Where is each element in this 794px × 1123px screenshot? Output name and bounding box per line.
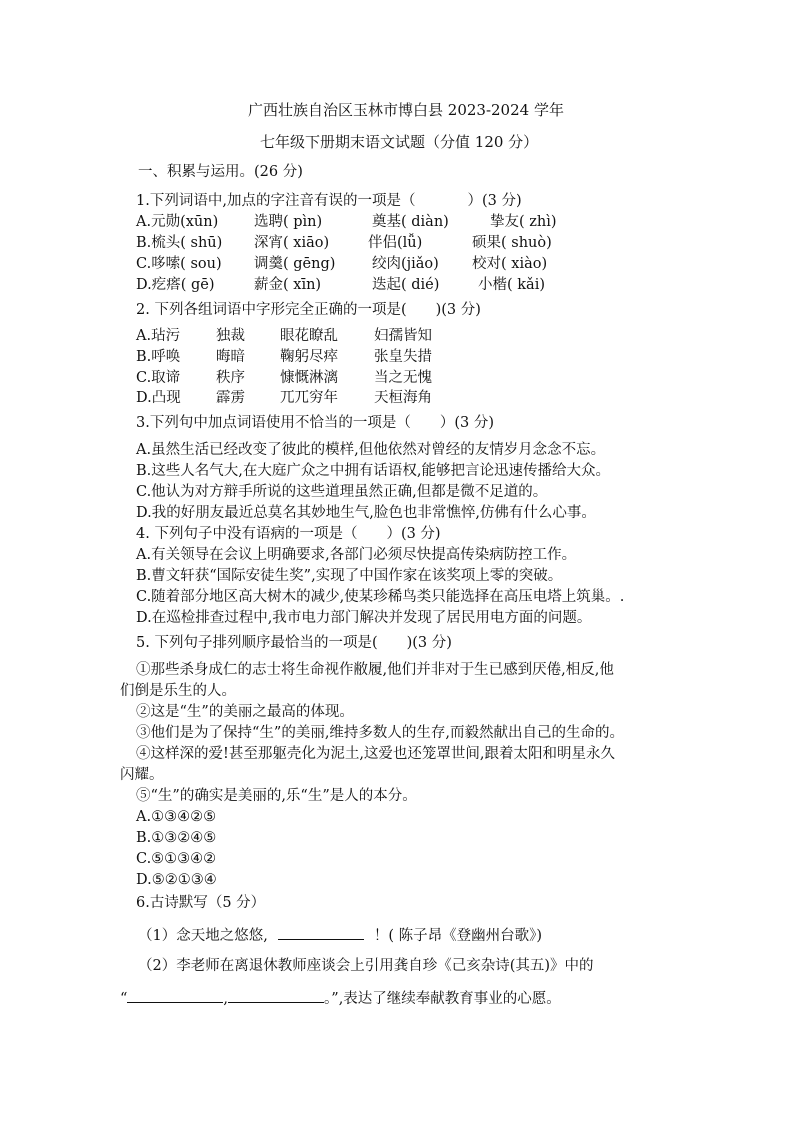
q2-b-2: 晦暗: [216, 349, 245, 365]
section-heading: 一、积累与运用。(26 分): [138, 164, 303, 180]
q6-open-quote: “: [120, 991, 128, 1007]
q2-d-2: 霹雳: [216, 390, 245, 406]
page-subtitle: 七年级下册期末语文试题（分值 120 分）: [260, 133, 539, 151]
q1-b-1: B.梳头( shū): [136, 235, 223, 251]
q2-stem: 2. 下列各组词语中字形完全正确的一项是( )(3 分): [136, 302, 481, 318]
q2-b-4: 张皇失措: [374, 349, 432, 365]
q5-sentence-5: ⑤“生”的确实是美丽的,乐“生”是人的本分。: [136, 788, 417, 804]
q1-stem: [136, 192, 522, 210]
q4-option-b: B.曹文轩获“国际安徒生奖”,实现了中国作家在该奖项上零的突破。: [136, 568, 563, 584]
q6-item-2: （2）李老师在离退休教师座谈会上引用龚自珍《己亥杂诗(其五)》中的: [138, 958, 594, 974]
q1-row-d: [136, 276, 545, 294]
q6-item-1: [138, 925, 542, 945]
q4-stem: 4. 下列句子中没有语病的一项是（ ）(3 分): [136, 526, 441, 542]
q5-sentence-4-cont: 闪耀。: [120, 767, 164, 783]
q1-b-2: 深宵( xiāo): [254, 235, 330, 251]
q2-c-3: 慷慨淋漓: [280, 370, 338, 386]
q3-option-c: C.他认为对方辩手所说的这些道理虽然正确,但都是微不足道的。: [136, 484, 548, 500]
q5-option-a: A.①③④②⑤: [136, 809, 217, 825]
q1-a-4: 挚友( zhì): [490, 214, 557, 230]
q1-c-1: C.哆嗦( sou): [136, 256, 222, 272]
q3-option-d: D.我的好朋友最近总莫名其妙地生气,脸色也非常憔悴,仿佛有什么心事。: [136, 505, 596, 521]
q1-d-1: D.疙瘩( gē): [136, 277, 215, 293]
q2-a-4: 妇孺皆知: [374, 328, 432, 344]
page-title: 广西壮族自治区玉林市博白县 2023-2024 学年: [248, 101, 564, 119]
q5-option-c: C.⑤①③④②: [136, 851, 217, 867]
q1-row-c: [136, 255, 547, 273]
q3-option-a: A.虽然生活已经改变了彼此的模样,但他依然对曾经的友情岁月念念不忘。: [136, 442, 606, 458]
q6-item-1-pre: （1）念天地之悠悠,: [138, 928, 268, 944]
q5-option-d: D.⑤②①③④: [136, 872, 217, 888]
q5-option-b: B.①③②④⑤: [136, 830, 217, 846]
q1-stem-text: 1.下列词语中,加点的字注音有误的一项是（: [136, 193, 416, 209]
q5-sentence-1: ①那些杀身成仁的志士将生命视作敝履,他们并非对于生已感到厌倦,相反,他: [136, 662, 614, 678]
q2-c-1: C.取谛: [136, 370, 181, 386]
q1-row-a: [136, 213, 557, 231]
q3-option-b: B.这些人名气大,在大庭广众之中拥有话语权,能够把言论迅速传播给大众。: [136, 463, 610, 479]
q2-c-2: 秩序: [216, 370, 245, 386]
q1-a-2: 选聘( pìn): [254, 214, 323, 230]
q1-row-b: [136, 234, 552, 252]
q1-c-3: 绞肉(jiǎo): [372, 256, 439, 272]
q2-a-2: 独裁: [216, 328, 245, 344]
q1-c-2: 调羹( gēng): [254, 256, 336, 272]
q1-a-1: A.元勋(xūn): [136, 214, 219, 230]
q4-option-a: A.有关领导在会议上明确要求,各部门必须尽快提高传染病防控工作。: [136, 547, 577, 563]
q1-b-3: 伴侣(lǚ): [368, 235, 423, 251]
q4-option-d: D.在巡检排查过程中,我市电力部门解决并发现了居民用电方面的问题。: [136, 610, 592, 626]
q2-a-3: 眼花瞭乱: [280, 328, 338, 344]
q6-item-2-cont: [120, 988, 561, 1008]
q1-a-3: 奠基( diàn): [372, 214, 449, 230]
q2-b-3: 鞠躬尽瘁: [280, 349, 338, 365]
q2-d-4: 天桓海角: [374, 390, 432, 406]
q2-b-1: B.呼唤: [136, 349, 181, 365]
q3-stem: 3.下列句中加点词语使用不恰当的一项是（ ）(3 分): [136, 415, 494, 431]
q6-item-1-post: ！( 陈子昂《登幽州台歌》): [373, 928, 543, 944]
q6-blank-2[interactable]: [127, 988, 223, 1003]
q2-d-3: 兀兀穷年: [280, 390, 338, 406]
q2-row-a: [136, 327, 432, 345]
q6-blank-1[interactable]: [278, 925, 364, 940]
q1-c-4: 校对( xiào): [472, 256, 548, 272]
q5-stem: 5. 下列句子排列顺序最恰当的一项是( )(3 分): [136, 635, 452, 651]
q6-blank-3[interactable]: [228, 988, 324, 1003]
q1-b-4: 硕果( shuò): [472, 235, 552, 251]
q2-c-4: 当之无愧: [374, 370, 432, 386]
q5-sentence-2: ②这是“生”的美丽之最高的体现。: [136, 704, 354, 720]
q2-d-1: D.凸现: [136, 390, 181, 406]
q2-row-c: [136, 369, 432, 387]
q6-stem: 6.古诗默写（5 分）: [136, 895, 266, 911]
q1-stem-end: ）(3 分): [467, 193, 522, 209]
q1-d-3: 迭起( dié): [372, 277, 440, 293]
q6-item-2-tail: 。”,表达了继续奉献教育事业的心愿。: [324, 991, 561, 1007]
q2-a-1: A.玷污: [136, 328, 181, 344]
q2-row-b: [136, 348, 432, 366]
q1-d-2: 薪金( xīn): [254, 277, 322, 293]
q5-sentence-3: ③他们是为了保持“生”的美丽,维持多数人的生存,而毅然献出自己的生命的。: [136, 725, 625, 741]
q6-comma: ,: [223, 991, 229, 1007]
q5-sentence-4: ④这样深的爱!甚至那躯壳化为泥土,这爱也还笼罩世间,跟着太阳和明星永久: [136, 746, 616, 762]
q4-option-c: C.随着部分地区高大树木的减少,使某珍稀鸟类只能选择在高压电塔上筑巢。.: [136, 589, 625, 605]
q5-sentence-1-cont: 们倒是乐生的人。: [120, 683, 236, 699]
q1-d-4: 小楷( kǎi): [478, 277, 545, 293]
q2-row-d: [136, 389, 432, 407]
